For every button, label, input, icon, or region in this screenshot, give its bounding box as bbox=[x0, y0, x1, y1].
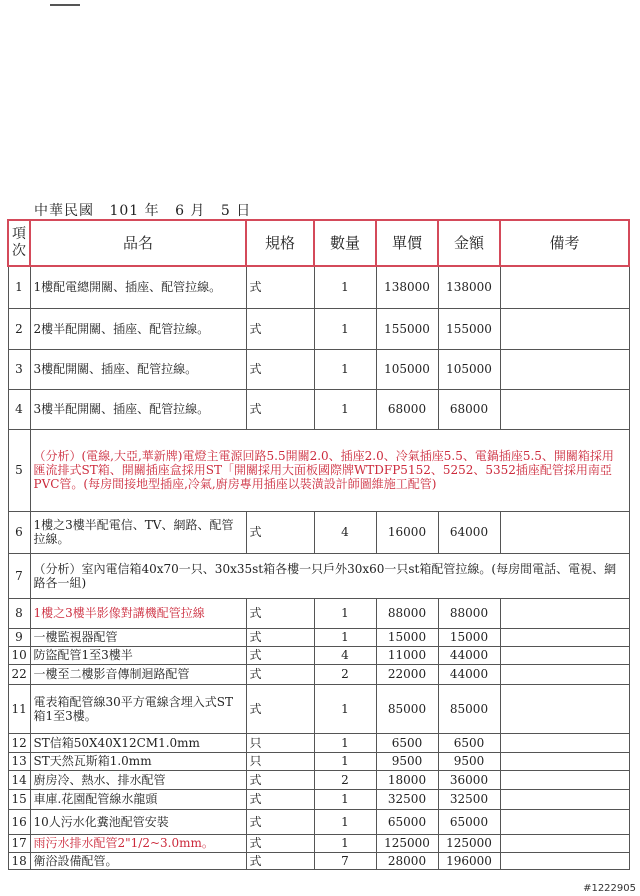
row-spec: 式 bbox=[246, 511, 314, 553]
row-index: 18 bbox=[8, 852, 30, 869]
row-index: 6 bbox=[8, 511, 30, 553]
row-remark bbox=[500, 646, 629, 664]
row-spec: 式 bbox=[246, 852, 314, 869]
date-year: 101 年 bbox=[109, 203, 160, 219]
row-unit-price: 28000 bbox=[376, 852, 438, 869]
row-qty: 7 bbox=[314, 852, 376, 869]
row-spec: 式 bbox=[246, 389, 314, 429]
row-amount: 44000 bbox=[438, 646, 500, 664]
header-name: 品名 bbox=[30, 220, 246, 266]
row-remark bbox=[500, 628, 629, 646]
row-spec: 式 bbox=[246, 770, 314, 789]
row-amount: 9500 bbox=[438, 752, 500, 770]
row-qty: 4 bbox=[314, 511, 376, 553]
analysis-note: （分析）(電線,大亞,華新牌)電燈主電源回路5.5開關2.0、插座2.0、冷氣插座5.5、電鍋插座5.5、開關箱採用匯流排式ST箱、開關插座盒採用ST「開關採用大面板國際牌WTDFP5152、5252、5352插座配管採用南亞PVC管。(每房間接地型插座,冷氣,廚房專用插座以裝潢設計師圖維施工配管) bbox=[30, 429, 629, 511]
row-qty: 1 bbox=[314, 809, 376, 834]
table-row bbox=[8, 646, 629, 664]
row-qty: 1 bbox=[314, 308, 376, 349]
row-unit-price: 11000 bbox=[376, 646, 438, 664]
row-remark bbox=[500, 733, 629, 752]
table-row bbox=[8, 266, 629, 308]
row-unit-price: 65000 bbox=[376, 809, 438, 834]
date-era: 中華民國 bbox=[34, 203, 94, 219]
row-unit-price: 155000 bbox=[376, 308, 438, 349]
row-item-name: 防盜配管1至3樓半 bbox=[30, 646, 246, 664]
row-index: 15 bbox=[8, 789, 30, 809]
row-spec: 式 bbox=[246, 684, 314, 733]
row-amount: 155000 bbox=[438, 308, 500, 349]
row-item-name: 車庫.花園配管線水龍頭 bbox=[30, 789, 246, 809]
row-unit-price: 138000 bbox=[376, 266, 438, 308]
row-index: 17 bbox=[8, 834, 30, 852]
row-spec: 式 bbox=[246, 809, 314, 834]
row-index: 2 bbox=[8, 308, 30, 349]
row-item-name: 雨污水排水配管2"1/2~3.0mm。 bbox=[30, 834, 246, 852]
table-row bbox=[8, 349, 629, 389]
row-item-name: 3樓配開關、插座、配管拉線。 bbox=[30, 349, 246, 389]
row-item-name: ST信箱50X40X12CM1.0mm bbox=[30, 733, 246, 752]
row-qty: 1 bbox=[314, 598, 376, 628]
row-qty: 1 bbox=[314, 733, 376, 752]
row-qty: 1 bbox=[314, 389, 376, 429]
row-unit-price: 125000 bbox=[376, 834, 438, 852]
table-row bbox=[8, 834, 629, 852]
row-index: 3 bbox=[8, 349, 30, 389]
row-remark bbox=[500, 834, 629, 852]
row-remark bbox=[500, 664, 629, 684]
row-unit-price: 9500 bbox=[376, 752, 438, 770]
row-amount: 138000 bbox=[438, 266, 500, 308]
header-index: 項次 bbox=[8, 220, 30, 266]
header-spec: 規格 bbox=[246, 220, 314, 266]
row-unit-price: 18000 bbox=[376, 770, 438, 789]
header-amount: 金額 bbox=[438, 220, 500, 266]
row-unit-price: 105000 bbox=[376, 349, 438, 389]
row-qty: 1 bbox=[314, 684, 376, 733]
top-mark bbox=[50, 4, 80, 6]
header-remark: 備考 bbox=[500, 220, 629, 266]
date-day: 5 日 bbox=[220, 203, 252, 219]
row-spec: 只 bbox=[246, 733, 314, 752]
row-index: 7 bbox=[8, 553, 30, 598]
analysis-row bbox=[8, 553, 629, 598]
row-remark bbox=[500, 752, 629, 770]
table-row bbox=[8, 598, 629, 628]
table-row bbox=[8, 809, 629, 834]
row-spec: 式 bbox=[246, 266, 314, 308]
row-amount: 6500 bbox=[438, 733, 500, 752]
row-item-name: 1樓配電總開關、插座、配管拉線。 bbox=[30, 266, 246, 308]
row-index: 11 bbox=[8, 684, 30, 733]
row-spec: 式 bbox=[246, 664, 314, 684]
row-remark bbox=[500, 809, 629, 834]
row-remark bbox=[500, 789, 629, 809]
row-spec: 式 bbox=[246, 308, 314, 349]
row-item-name: 一樓至二樓影音傳制迴路配管 bbox=[30, 664, 246, 684]
row-unit-price: 22000 bbox=[376, 664, 438, 684]
row-item-name: 2樓半配開關、插座、配管拉線。 bbox=[30, 308, 246, 349]
table-row bbox=[8, 684, 629, 733]
row-amount: 68000 bbox=[438, 389, 500, 429]
row-unit-price: 88000 bbox=[376, 598, 438, 628]
table-row bbox=[8, 752, 629, 770]
header-qty: 數量 bbox=[314, 220, 376, 266]
row-remark bbox=[500, 349, 629, 389]
row-unit-price: 15000 bbox=[376, 628, 438, 646]
row-remark bbox=[500, 511, 629, 553]
row-qty: 2 bbox=[314, 770, 376, 789]
row-item-name: 衛浴設備配管。 bbox=[30, 852, 246, 869]
image-id-stamp: #1222905 bbox=[583, 883, 636, 894]
row-amount: 15000 bbox=[438, 628, 500, 646]
row-index: 14 bbox=[8, 770, 30, 789]
row-item-name: 1樓之3樓半配電信、TV、網路、配管拉線。 bbox=[30, 511, 246, 553]
row-remark bbox=[500, 308, 629, 349]
row-remark bbox=[500, 684, 629, 733]
row-remark bbox=[500, 770, 629, 789]
row-qty: 1 bbox=[314, 834, 376, 852]
row-index: 22 bbox=[8, 664, 30, 684]
row-spec: 式 bbox=[246, 834, 314, 852]
row-unit-price: 16000 bbox=[376, 511, 438, 553]
row-amount: 32500 bbox=[438, 789, 500, 809]
row-amount: 65000 bbox=[438, 809, 500, 834]
row-qty: 1 bbox=[314, 628, 376, 646]
table-row bbox=[8, 770, 629, 789]
row-item-name: 3樓半配開關、插座、配管拉線。 bbox=[30, 389, 246, 429]
row-index: 4 bbox=[8, 389, 30, 429]
row-spec: 式 bbox=[246, 628, 314, 646]
table-row bbox=[8, 628, 629, 646]
row-amount: 85000 bbox=[438, 684, 500, 733]
row-qty: 1 bbox=[314, 266, 376, 308]
row-item-name: 一樓監視器配管 bbox=[30, 628, 246, 646]
row-spec: 式 bbox=[246, 598, 314, 628]
analysis-row bbox=[8, 429, 629, 511]
row-unit-price: 68000 bbox=[376, 389, 438, 429]
row-index: 10 bbox=[8, 646, 30, 664]
row-amount: 64000 bbox=[438, 511, 500, 553]
analysis-note: （分析）室內電信箱40x70一只、30x35st箱各樓一只戶外30x60一只st箱配管拉線。(每房間電話、電視、網路各一組) bbox=[30, 553, 629, 598]
row-spec: 式 bbox=[246, 646, 314, 664]
row-unit-price: 32500 bbox=[376, 789, 438, 809]
date-month: 6 月 bbox=[175, 203, 206, 219]
table-row bbox=[8, 789, 629, 809]
row-item-name: 廚房冷、熱水、排水配管 bbox=[30, 770, 246, 789]
row-index: 1 bbox=[8, 266, 30, 308]
row-index: 8 bbox=[8, 598, 30, 628]
row-amount: 88000 bbox=[438, 598, 500, 628]
row-remark bbox=[500, 852, 629, 869]
row-unit-price: 6500 bbox=[376, 733, 438, 752]
row-qty: 1 bbox=[314, 752, 376, 770]
row-spec: 只 bbox=[246, 752, 314, 770]
header-unit-price: 單價 bbox=[376, 220, 438, 266]
row-index: 16 bbox=[8, 809, 30, 834]
row-index: 12 bbox=[8, 733, 30, 752]
table-row bbox=[8, 664, 629, 684]
row-amount: 125000 bbox=[438, 834, 500, 852]
date-line bbox=[34, 200, 261, 220]
row-unit-price: 85000 bbox=[376, 684, 438, 733]
row-amount: 44000 bbox=[438, 664, 500, 684]
table-row bbox=[8, 389, 629, 429]
row-item-name: ST天然瓦斯箱1.0mm bbox=[30, 752, 246, 770]
row-spec: 式 bbox=[246, 789, 314, 809]
row-item-name: 1樓之3樓半影像對講機配管拉線 bbox=[30, 598, 246, 628]
row-index: 9 bbox=[8, 628, 30, 646]
row-spec: 式 bbox=[246, 349, 314, 389]
row-qty: 2 bbox=[314, 664, 376, 684]
row-item-name: 10人污水化糞池配管安裝 bbox=[30, 809, 246, 834]
header-row bbox=[8, 220, 629, 266]
table-row bbox=[8, 511, 629, 553]
row-remark bbox=[500, 598, 629, 628]
table-row bbox=[8, 852, 629, 869]
row-amount: 105000 bbox=[438, 349, 500, 389]
row-qty: 1 bbox=[314, 349, 376, 389]
row-qty: 1 bbox=[314, 789, 376, 809]
row-amount: 36000 bbox=[438, 770, 500, 789]
row-index: 13 bbox=[8, 752, 30, 770]
table-row bbox=[8, 308, 629, 349]
row-remark bbox=[500, 266, 629, 308]
row-amount: 196000 bbox=[438, 852, 500, 869]
table-row bbox=[8, 733, 629, 752]
row-item-name: 電表箱配管線30平方電線含埋入式ST箱1至3樓。 bbox=[30, 684, 246, 733]
row-remark bbox=[500, 389, 629, 429]
row-index: 5 bbox=[8, 429, 30, 511]
quotation-table bbox=[7, 219, 630, 870]
row-qty: 4 bbox=[314, 646, 376, 664]
